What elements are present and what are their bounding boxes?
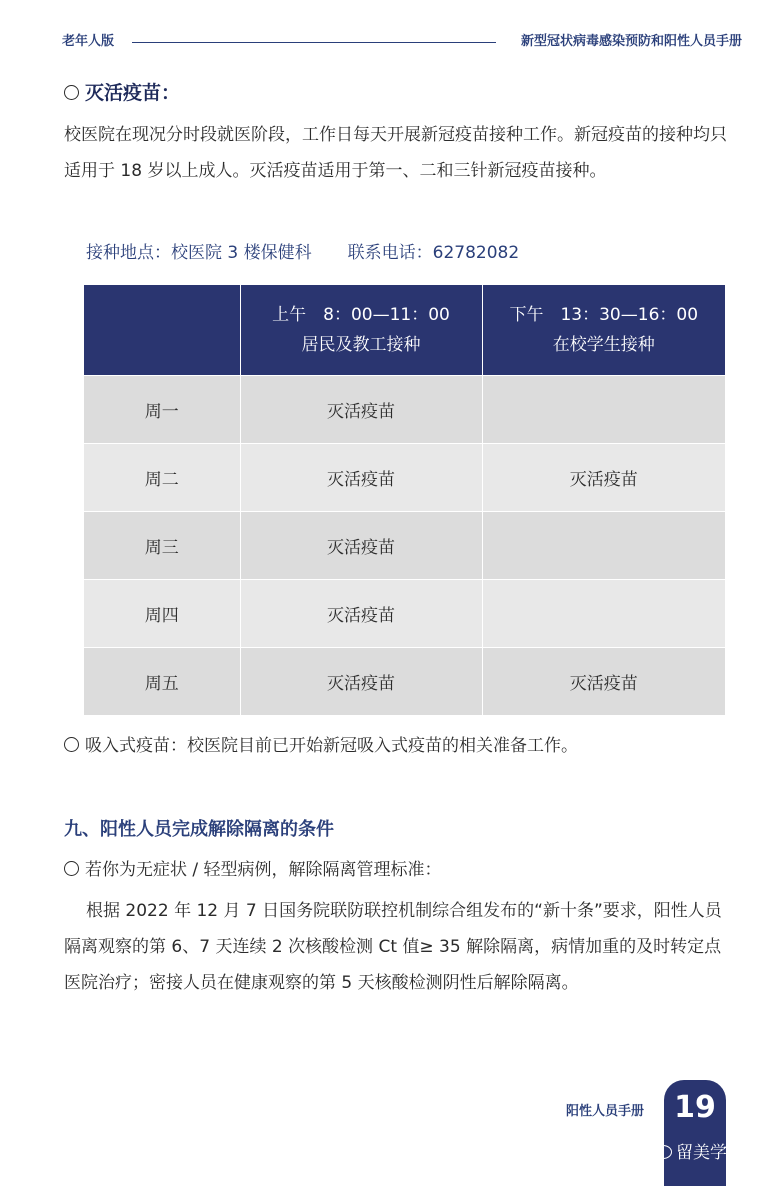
vaccine-location: 接种地点：校医院 3 楼保健科 [86, 243, 312, 263]
vaccine-phone: 联系电话：62782082 [347, 243, 520, 263]
inhaled-vaccine-note: 吸入式疫苗：校医院目前已开始新冠吸入式疫苗的相关准备工作。 [64, 728, 728, 764]
day-cell: 周一 [84, 376, 240, 444]
morning-cell: 灭活疫苗 [240, 580, 482, 648]
afternoon-cell [482, 512, 725, 580]
page-number: 19 [674, 1090, 716, 1125]
section-nine-title: 九、阳性人员完成解除隔离的条件 [64, 819, 334, 840]
day-cell: 周五 [84, 648, 240, 716]
table-header-row [84, 285, 725, 376]
manual-title: 新型冠状病毒感染预防和阳性人员手册 [520, 34, 742, 49]
table-header-day [84, 285, 240, 376]
chat-bubble-icon [654, 1145, 672, 1159]
afternoon-cell: 灭活疫苗 [482, 648, 725, 716]
table-header-afternoon: 下午 13：30—16：00 在校学生接种 [482, 285, 725, 376]
circle-bullet-icon [64, 861, 79, 876]
inactive-vaccine-heading: 灭活疫苗： [64, 78, 180, 105]
morning-cell: 灭活疫苗 [240, 376, 482, 444]
page-header [62, 30, 742, 54]
table-row [84, 648, 725, 716]
vaccine-schedule-table [84, 285, 725, 715]
afternoon-cell [482, 580, 725, 648]
vaccine-location-line [86, 238, 555, 268]
day-cell: 周四 [84, 580, 240, 648]
footer-label: 阳性人员手册 [566, 1104, 645, 1119]
circle-bullet-icon [64, 737, 79, 752]
section-nine-subtitle: 若你为无症状 / 轻型病例，解除隔离管理标准： [64, 855, 442, 880]
circle-bullet-icon [64, 85, 79, 100]
section-nine-text: 根据 2022 年 12 月 7 日国务院联防联控机制综合组发布的“新十条”要求，阳性人员隔离观察的第 6、7 天连续 2 次核酸检测 Ct 值≥ 35 解除隔离，病情加重的及时转定点医院治疗；密接人员在健康观察的第 5 天核酸检测阴性后解除隔离。 [64, 901, 722, 993]
table-row [84, 444, 725, 512]
afternoon-cell [482, 376, 725, 444]
watermark: 留美学子 [654, 1138, 744, 1163]
page-number-tab [664, 1080, 726, 1186]
morning-cell: 灭活疫苗 [240, 444, 482, 512]
table-row [84, 512, 725, 580]
afternoon-cell: 灭活疫苗 [482, 444, 725, 512]
morning-cell: 灭活疫苗 [240, 648, 482, 716]
header-divider [132, 42, 496, 43]
morning-cell: 灭活疫苗 [240, 512, 482, 580]
table-header-morning: 上午 8：00—11：00 居民及教工接种 [240, 285, 482, 376]
edition-label: 老年人版 [62, 34, 115, 49]
day-cell: 周二 [84, 444, 240, 512]
day-cell: 周三 [84, 512, 240, 580]
table-row [84, 580, 725, 648]
inactive-vaccine-text: 校医院在现况分时段就医阶段，工作日每天开展新冠疫苗接种工作。新冠疫苗的接种均只适用于 18 岁以上成人。灭活疫苗适用于第一、二和三针新冠疫苗接种。 [64, 125, 727, 181]
table-row [84, 376, 725, 444]
